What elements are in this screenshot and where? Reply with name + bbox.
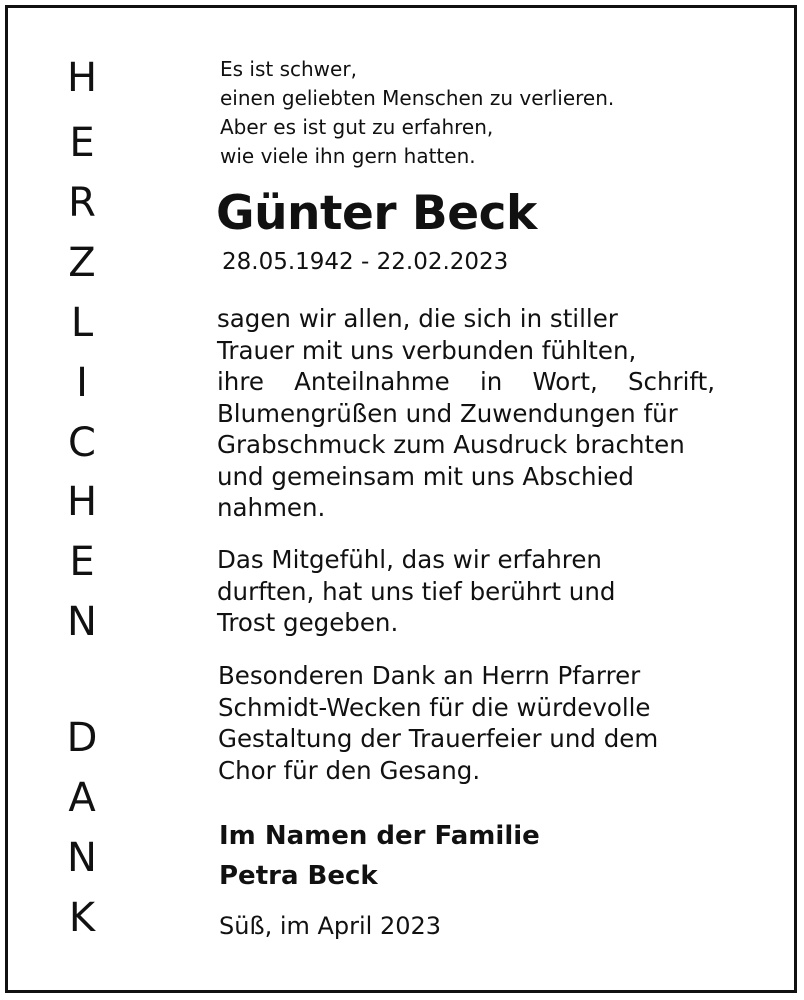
quote-line: Aber es ist gut zu erfahren, bbox=[220, 115, 494, 139]
paragraph-line: sagen wir allen, die sich in stiller bbox=[217, 304, 618, 333]
paragraph-line: Grabschmuck zum Ausdruck brachten bbox=[217, 430, 685, 459]
paragraph-line: Trauer mit uns verbunden fühlten, bbox=[217, 335, 637, 365]
quote-line: Es ist schwer, bbox=[220, 57, 357, 81]
sympathy-paragraph bbox=[217, 544, 615, 639]
side-letter-a: A bbox=[68, 775, 96, 821]
paragraph-line: Besonderen Dank an Herrn Pfarrer bbox=[218, 661, 641, 690]
signature-name: Petra Beck bbox=[219, 861, 378, 891]
paragraph-line: Das Mitgefühl, das wir erfahren bbox=[217, 545, 602, 574]
side-letter-n2: N bbox=[67, 835, 97, 881]
paragraph-line: und gemeinsam mit uns Abschied bbox=[217, 461, 634, 491]
side-letter-c: C bbox=[68, 420, 96, 466]
paragraph-line: ihre Anteilnahme in Wort, Schrift, bbox=[217, 367, 715, 396]
side-letter-h2: H bbox=[66, 479, 98, 525]
family-signature bbox=[219, 816, 540, 896]
place-date: Süß, im April 2023 bbox=[219, 912, 442, 940]
side-letter-z: Z bbox=[68, 240, 96, 286]
paragraph-line: durften, hat uns tief berührt und bbox=[217, 576, 616, 606]
paragraph-line: Gestaltung der Trauerfeier und dem bbox=[218, 724, 659, 753]
paragraph-line: Schmidt-Wecken für die würdevolle bbox=[218, 692, 651, 722]
side-letter-i: I bbox=[76, 360, 88, 406]
side-letter-l: L bbox=[70, 300, 94, 346]
signature-intro: Im Namen der Familie bbox=[219, 821, 540, 851]
paragraph-line: Blumengrüßen und Zuwendungen für bbox=[217, 398, 678, 428]
side-letter-e2: E bbox=[69, 539, 95, 585]
side-letter-d: D bbox=[66, 715, 98, 761]
thanks-paragraph bbox=[217, 303, 715, 524]
paragraph-line: Chor für den Gesang. bbox=[218, 755, 481, 785]
quote-line: wie viele ihn gern hatten. bbox=[220, 144, 476, 168]
side-letter-n: N bbox=[67, 599, 97, 645]
life-dates: 28.05.1942 - 22.02.2023 bbox=[222, 249, 509, 275]
paragraph-line: Trost gegeben. bbox=[217, 608, 399, 637]
opening-quote bbox=[220, 55, 614, 171]
quote-line: einen geliebten Menschen zu verlieren. bbox=[220, 86, 615, 110]
side-letter-k: K bbox=[68, 895, 96, 941]
special-thanks-paragraph bbox=[218, 660, 658, 786]
deceased-name: Günter Beck bbox=[216, 186, 537, 241]
side-letter-h: H bbox=[66, 55, 98, 101]
paragraph-line: nahmen. bbox=[217, 493, 326, 522]
side-letter-e: E bbox=[69, 120, 95, 166]
side-letter-r: R bbox=[68, 180, 96, 226]
